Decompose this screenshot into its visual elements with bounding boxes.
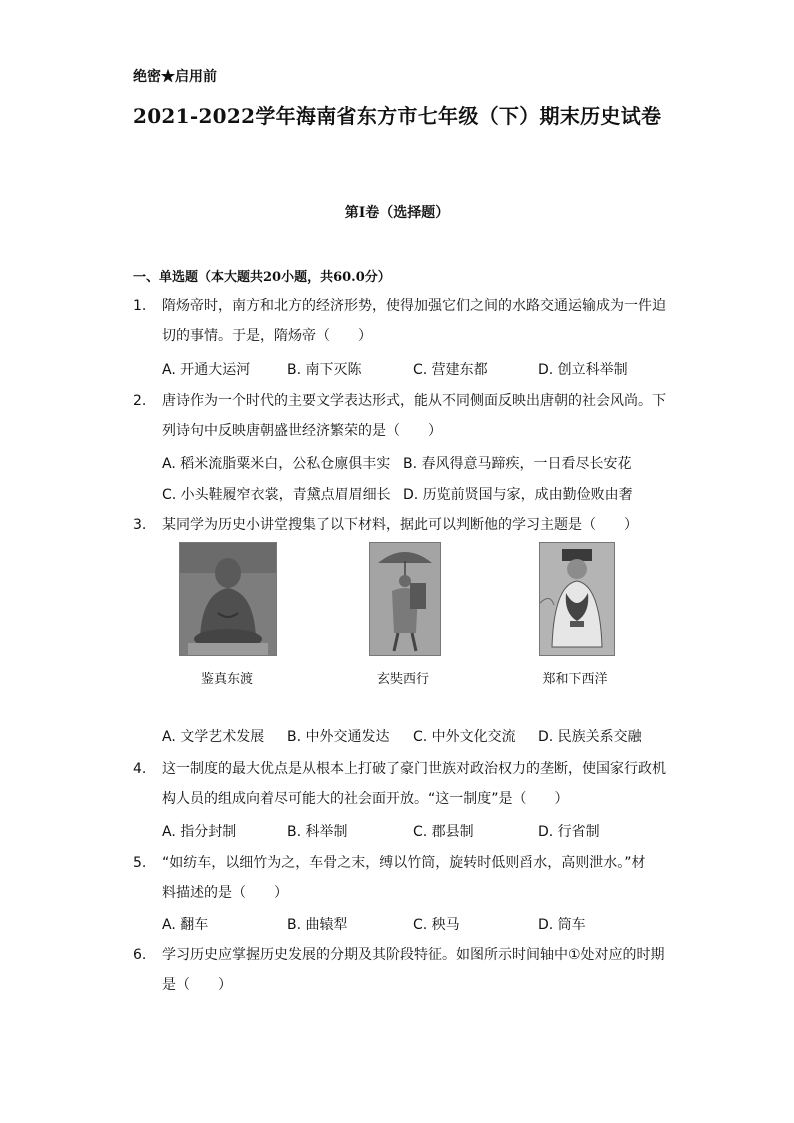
option-d: D. 民族关系交融 <box>538 729 642 745</box>
option-a: A. 指分封制 <box>162 824 237 840</box>
option-c: C. 郡县制 <box>413 824 474 840</box>
option-c: C. 营建东都 <box>413 362 488 378</box>
question-text-line: 是（ ） <box>162 977 232 993</box>
question-text-line: 这一制度的最大优点是从根本上打破了豪门世族对政治权力的垄断，使国家行政机 <box>162 761 666 777</box>
jianzhen-statue-image <box>179 542 277 656</box>
zhenghe-image <box>539 542 615 656</box>
option-b: B. 科举制 <box>287 824 348 840</box>
question-text-line: “如纺车，以细竹为之，车骨之末，缚以竹筒，旋转时低则舀水，高则泄水。”材 <box>162 855 646 871</box>
secret-label: 绝密★启用前 <box>133 69 217 85</box>
option-a: A. 稻米流脂粟米白，公私仓廪俱丰实 <box>162 456 391 472</box>
volume-heading: 第I卷（选择题） <box>344 205 450 221</box>
question-number: 6. <box>133 947 147 963</box>
option-c: C. 小头鞋履窄衣裳，青黛点眉眉细长 <box>162 487 391 503</box>
option-c: C. 中外文化交流 <box>413 729 516 745</box>
image-caption: 郑和下西洋 <box>542 672 608 687</box>
option-d: D. 行省制 <box>538 824 600 840</box>
option-d: D. 历览前贤国与家，成由勤俭败由奢 <box>403 487 633 503</box>
question-number: 1. <box>133 298 147 314</box>
question-text-line: 构人员的组成向着尽可能大的社会面开放。“这一制度”是（ ） <box>162 791 569 807</box>
question-number: 3. <box>133 517 147 533</box>
question-number: 4. <box>133 761 147 777</box>
question-text-line: 列诗句中反映唐朝盛世经济繁荣的是（ ） <box>162 423 442 439</box>
xuanzang-image <box>369 542 441 656</box>
option-d: D. 筒车 <box>538 917 586 933</box>
question-text-line: 隋炀帝时，南方和北方的经济形势，使得加强它们之间的水路交通运输成为一件迫 <box>162 298 666 314</box>
option-a: A. 文学艺术发展 <box>162 729 265 745</box>
option-d: D. 创立科举制 <box>538 362 628 378</box>
option-b: B. 春风得意马蹄疾，一日看尽长安花 <box>403 456 632 472</box>
question-number: 2. <box>133 393 147 409</box>
image-caption: 玄奘西行 <box>376 672 429 687</box>
question-text-line: 学习历史应掌握历史发展的分期及其阶段特征。如图所示时间轴中①处对应的时期 <box>162 947 665 963</box>
option-b: B. 南下灭陈 <box>287 362 362 378</box>
option-c: C. 秧马 <box>413 917 460 933</box>
image-caption: 鉴真东渡 <box>200 672 253 687</box>
exam-title: 2021-2022学年海南省东方市七年级（下）期末历史试卷 <box>133 104 662 128</box>
question-text-line: 某同学为历史小讲堂搜集了以下材料，据此可以判断他的学习主题是（ ） <box>162 517 638 533</box>
section-heading: 一、单选题（本大题共20小题，共60.0分） <box>133 270 391 285</box>
question-text-line: 唐诗作为一个时代的主要文学表达形式，能从不同侧面反映出唐朝的社会风尚。下 <box>162 393 666 409</box>
question-text-line: 切的事情。于是，隋炀帝（ ） <box>162 328 372 344</box>
option-b: B. 曲辕犁 <box>287 917 348 933</box>
question-text-line: 料描述的是（ ） <box>162 885 288 901</box>
option-a: A. 翻车 <box>162 917 209 933</box>
option-a: A. 开通大运河 <box>162 362 251 378</box>
question-number: 5. <box>133 855 147 871</box>
option-b: B. 中外交通发达 <box>287 729 390 745</box>
